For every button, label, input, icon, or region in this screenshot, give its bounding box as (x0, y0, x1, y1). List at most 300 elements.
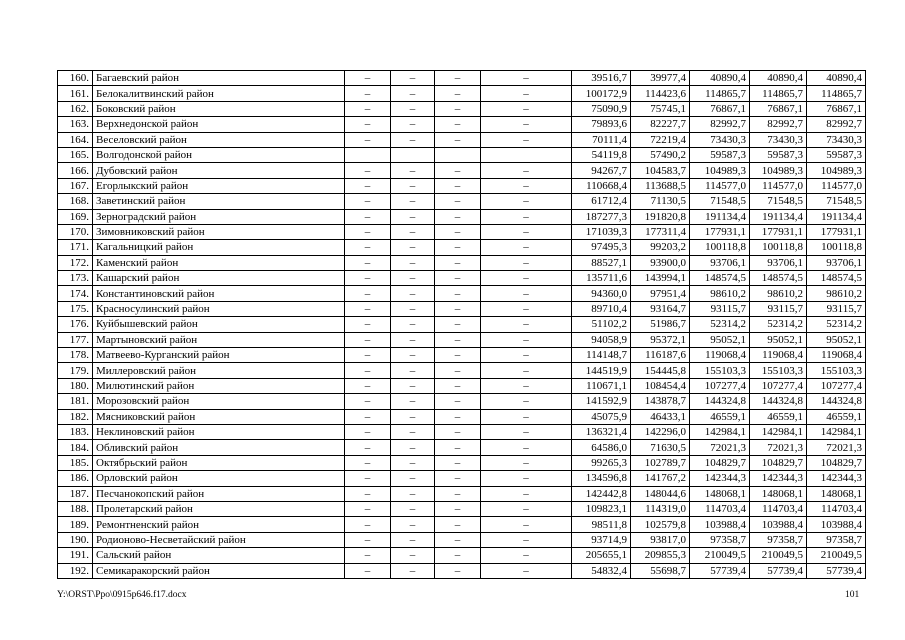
value-cell: 70111,4 (572, 132, 631, 147)
table-row (58, 440, 866, 455)
district-name: Сальский район (93, 548, 345, 563)
dash-cell: – (435, 532, 481, 547)
dash-cell: – (391, 378, 435, 393)
value-cell: 52314,2 (750, 317, 807, 332)
value-cell: 82992,7 (807, 117, 866, 132)
dash-cell: – (435, 424, 481, 439)
row-number: 163. (58, 117, 93, 132)
dash-cell: – (481, 486, 572, 501)
dash-cell: – (435, 240, 481, 255)
district-name: Ремонтненский район (93, 517, 345, 532)
dash-cell: – (345, 378, 391, 393)
row-number: 186. (58, 471, 93, 486)
value-cell: 75745,1 (631, 101, 690, 116)
value-cell: 119068,4 (807, 348, 866, 363)
value-cell: 108454,4 (631, 378, 690, 393)
dash-cell: – (391, 271, 435, 286)
dash-cell: – (391, 394, 435, 409)
value-cell: 79893,6 (572, 117, 631, 132)
dash-cell: – (391, 486, 435, 501)
data-table (57, 70, 866, 579)
dash-cell: – (481, 563, 572, 578)
dash-cell: – (345, 471, 391, 486)
dash-cell: – (345, 163, 391, 178)
dash-cell: – (391, 301, 435, 316)
district-name: Зимовниковский район (93, 224, 345, 239)
value-cell: 114577,0 (750, 178, 807, 193)
value-cell: 210049,5 (690, 548, 750, 563)
value-cell: 98610,2 (807, 286, 866, 301)
district-name: Родионово-Несветайский район (93, 532, 345, 547)
dash-cell: – (435, 378, 481, 393)
row-number: 176. (58, 317, 93, 332)
value-cell: 114865,7 (750, 86, 807, 101)
row-number: 178. (58, 348, 93, 363)
value-cell: 109823,1 (572, 501, 631, 516)
value-cell: 93115,7 (807, 301, 866, 316)
table-row (58, 424, 866, 439)
dash-cell: – (345, 332, 391, 347)
value-cell: 104989,3 (750, 163, 807, 178)
dash-cell: – (345, 132, 391, 147)
value-cell: 142296,0 (631, 424, 690, 439)
dash-cell: – (481, 117, 572, 132)
value-cell: 94360,0 (572, 286, 631, 301)
dash-cell: – (481, 501, 572, 516)
dash-cell: – (391, 117, 435, 132)
value-cell: 114703,4 (690, 501, 750, 516)
dash-cell: – (345, 301, 391, 316)
value-cell: 76867,1 (807, 101, 866, 116)
table-row (58, 471, 866, 486)
district-name: Кагальницкий район (93, 240, 345, 255)
value-cell: 148068,1 (690, 486, 750, 501)
value-cell: 64586,0 (572, 440, 631, 455)
value-cell: 72021,3 (690, 440, 750, 455)
dash-cell: – (345, 101, 391, 116)
row-number: 190. (58, 532, 93, 547)
value-cell: 59587,3 (807, 147, 866, 162)
value-cell: 148044,6 (631, 486, 690, 501)
value-cell: 135711,6 (572, 271, 631, 286)
dash-cell: – (481, 378, 572, 393)
value-cell: 103988,4 (750, 517, 807, 532)
value-cell: 72219,4 (631, 132, 690, 147)
dash-cell: – (435, 486, 481, 501)
table-row (58, 563, 866, 578)
dash-cell: – (345, 194, 391, 209)
value-cell: 93714,9 (572, 532, 631, 547)
value-cell: 210049,5 (750, 548, 807, 563)
value-cell: 103988,4 (690, 517, 750, 532)
table-row (58, 501, 866, 516)
dash-cell: – (435, 255, 481, 270)
row-number: 175. (58, 301, 93, 316)
dash-cell: – (345, 209, 391, 224)
dash-cell: – (345, 563, 391, 578)
dash-cell: – (481, 255, 572, 270)
dash-cell: – (435, 471, 481, 486)
value-cell: 155103,3 (750, 363, 807, 378)
value-cell: 155103,3 (807, 363, 866, 378)
value-cell: 57739,4 (750, 563, 807, 578)
value-cell: 155103,3 (690, 363, 750, 378)
dash-cell: – (345, 86, 391, 101)
value-cell: 45075,9 (572, 409, 631, 424)
table-row (58, 363, 866, 378)
row-number: 168. (58, 194, 93, 209)
value-cell: 171039,3 (572, 224, 631, 239)
value-cell: 100118,8 (750, 240, 807, 255)
value-cell: 40890,4 (807, 71, 866, 86)
dash-cell: – (435, 286, 481, 301)
dash-cell: – (435, 71, 481, 86)
dash-cell: – (481, 409, 572, 424)
dash-cell: – (481, 471, 572, 486)
value-cell: 107277,4 (750, 378, 807, 393)
district-name: Октябрьский район (93, 455, 345, 470)
table-row (58, 548, 866, 563)
value-cell: 191820,8 (631, 209, 690, 224)
table-row (58, 255, 866, 270)
table-row (58, 271, 866, 286)
dash-cell: – (435, 301, 481, 316)
value-cell: 114577,0 (690, 178, 750, 193)
district-name: Обливский район (93, 440, 345, 455)
value-cell: 76867,1 (750, 101, 807, 116)
dash-cell: – (481, 209, 572, 224)
dash-cell: – (435, 163, 481, 178)
table-row (58, 286, 866, 301)
dash-cell: – (481, 86, 572, 101)
value-cell: 51102,2 (572, 317, 631, 332)
value-cell: 144519,9 (572, 363, 631, 378)
value-cell: 104829,7 (807, 455, 866, 470)
value-cell: 142984,1 (807, 424, 866, 439)
value-cell: 94058,9 (572, 332, 631, 347)
table-row (58, 517, 866, 532)
value-cell: 144324,8 (807, 394, 866, 409)
value-cell: 93817,0 (631, 532, 690, 547)
district-name: Морозовский район (93, 394, 345, 409)
value-cell: 93706,1 (807, 255, 866, 270)
value-cell: 142984,1 (690, 424, 750, 439)
value-cell: 110671,1 (572, 378, 631, 393)
dash-cell: – (435, 194, 481, 209)
district-name: Заветинский район (93, 194, 345, 209)
value-cell: 143994,1 (631, 271, 690, 286)
value-cell: 102789,7 (631, 455, 690, 470)
row-number: 167. (58, 178, 93, 193)
district-name: Пролетарский район (93, 501, 345, 516)
value-cell: 73430,3 (807, 132, 866, 147)
dash-cell: – (435, 548, 481, 563)
value-cell: 142984,1 (750, 424, 807, 439)
value-cell: 177931,1 (750, 224, 807, 239)
district-name: Милютинский район (93, 378, 345, 393)
dash-cell: – (481, 548, 572, 563)
dash-cell: – (481, 163, 572, 178)
dash-cell: – (481, 71, 572, 86)
row-number: 184. (58, 440, 93, 455)
value-cell: 59587,3 (690, 147, 750, 162)
dash-cell: – (391, 332, 435, 347)
dash-cell: – (481, 348, 572, 363)
row-number: 174. (58, 286, 93, 301)
value-cell: 71548,5 (807, 194, 866, 209)
value-cell: 210049,5 (807, 548, 866, 563)
table-row (58, 224, 866, 239)
value-cell: 93900,0 (631, 255, 690, 270)
row-number: 173. (58, 271, 93, 286)
value-cell: 114319,0 (631, 501, 690, 516)
row-number: 166. (58, 163, 93, 178)
dash-cell: – (345, 501, 391, 516)
value-cell: 113688,5 (631, 178, 690, 193)
district-name: Песчанокопский район (93, 486, 345, 501)
value-cell: 59587,3 (750, 147, 807, 162)
district-name: Белокалитвинский район (93, 86, 345, 101)
table-row (58, 101, 866, 116)
dash-cell: – (481, 101, 572, 116)
dash-cell (345, 147, 391, 162)
value-cell: 107277,4 (690, 378, 750, 393)
value-cell: 144324,8 (750, 394, 807, 409)
value-cell: 52314,2 (690, 317, 750, 332)
dash-cell: – (391, 409, 435, 424)
dash-cell: – (435, 409, 481, 424)
dash-cell: – (435, 455, 481, 470)
dash-cell: – (345, 286, 391, 301)
table-row (58, 486, 866, 501)
dash-cell: – (435, 101, 481, 116)
value-cell: 148574,5 (690, 271, 750, 286)
table-row (58, 86, 866, 101)
dash-cell: – (481, 194, 572, 209)
value-cell: 40890,4 (690, 71, 750, 86)
value-cell: 114703,4 (807, 501, 866, 516)
row-number: 160. (58, 71, 93, 86)
district-name: Куйбышевский район (93, 317, 345, 332)
dash-cell: – (391, 209, 435, 224)
value-cell: 143878,7 (631, 394, 690, 409)
value-cell: 57490,2 (631, 147, 690, 162)
district-name: Верхнедонской район (93, 117, 345, 132)
dash-cell: – (435, 440, 481, 455)
value-cell: 93164,7 (631, 301, 690, 316)
value-cell: 93706,1 (750, 255, 807, 270)
value-cell: 104583,7 (631, 163, 690, 178)
dash-cell: – (481, 178, 572, 193)
dash-cell: – (435, 178, 481, 193)
value-cell: 55698,7 (631, 563, 690, 578)
dash-cell: – (435, 517, 481, 532)
value-cell: 97951,4 (631, 286, 690, 301)
value-cell: 209855,3 (631, 548, 690, 563)
value-cell: 54832,4 (572, 563, 631, 578)
dash-cell: – (391, 440, 435, 455)
row-number: 161. (58, 86, 93, 101)
value-cell: 114865,7 (690, 86, 750, 101)
value-cell: 94267,7 (572, 163, 631, 178)
value-cell: 98610,2 (690, 286, 750, 301)
value-cell: 72021,3 (807, 440, 866, 455)
value-cell: 97495,3 (572, 240, 631, 255)
dash-cell: – (391, 455, 435, 470)
value-cell: 191134,4 (807, 209, 866, 224)
dash-cell: – (391, 517, 435, 532)
value-cell: 71130,5 (631, 194, 690, 209)
dash-cell: – (391, 194, 435, 209)
dash-cell: – (345, 363, 391, 378)
district-name: Матвеево-Курганский район (93, 348, 345, 363)
dash-cell: – (391, 86, 435, 101)
table-row (58, 348, 866, 363)
row-number: 180. (58, 378, 93, 393)
dash-cell: – (481, 532, 572, 547)
dash-cell: – (391, 71, 435, 86)
value-cell: 39516,7 (572, 71, 631, 86)
row-number: 185. (58, 455, 93, 470)
dash-cell: – (345, 424, 391, 439)
value-cell: 71630,5 (631, 440, 690, 455)
dash-cell: – (391, 163, 435, 178)
table-body (58, 71, 866, 579)
dash-cell: – (391, 178, 435, 193)
district-name: Неклиновский район (93, 424, 345, 439)
dash-cell: – (345, 224, 391, 239)
value-cell: 93115,7 (750, 301, 807, 316)
dash-cell: – (481, 394, 572, 409)
table-row (58, 132, 866, 147)
row-number: 192. (58, 563, 93, 578)
dash-cell: – (345, 71, 391, 86)
dash-cell (435, 147, 481, 162)
dash-cell: – (391, 224, 435, 239)
district-name: Зерноградский район (93, 209, 345, 224)
dash-cell: – (435, 132, 481, 147)
dash-cell: – (391, 317, 435, 332)
value-cell: 57739,4 (807, 563, 866, 578)
district-name: Красносулинский район (93, 301, 345, 316)
value-cell: 119068,4 (690, 348, 750, 363)
row-number: 183. (58, 424, 93, 439)
row-number: 191. (58, 548, 93, 563)
dash-cell: – (345, 517, 391, 532)
dash-cell: – (435, 394, 481, 409)
row-number: 172. (58, 255, 93, 270)
value-cell: 88527,1 (572, 255, 631, 270)
dash-cell: – (481, 332, 572, 347)
value-cell: 93115,7 (690, 301, 750, 316)
value-cell: 136321,4 (572, 424, 631, 439)
value-cell: 39977,4 (631, 71, 690, 86)
district-name: Волгодонской район (93, 147, 345, 162)
dash-cell: – (435, 348, 481, 363)
value-cell: 40890,4 (750, 71, 807, 86)
table-row (58, 409, 866, 424)
row-number: 187. (58, 486, 93, 501)
dash-cell: – (345, 178, 391, 193)
row-number: 164. (58, 132, 93, 147)
value-cell: 205655,1 (572, 548, 631, 563)
table-row (58, 163, 866, 178)
value-cell: 82992,7 (750, 117, 807, 132)
value-cell: 57739,4 (690, 563, 750, 578)
value-cell: 46433,1 (631, 409, 690, 424)
dash-cell: – (435, 271, 481, 286)
value-cell: 97358,7 (750, 532, 807, 547)
value-cell: 177311,4 (631, 224, 690, 239)
value-cell: 99265,3 (572, 455, 631, 470)
value-cell: 46559,1 (690, 409, 750, 424)
dash-cell: – (435, 117, 481, 132)
value-cell: 191134,4 (750, 209, 807, 224)
value-cell: 119068,4 (750, 348, 807, 363)
value-cell: 177931,1 (690, 224, 750, 239)
value-cell: 148068,1 (750, 486, 807, 501)
dash-cell: – (391, 240, 435, 255)
dash-cell: – (435, 209, 481, 224)
value-cell: 110668,4 (572, 178, 631, 193)
district-name: Константиновский район (93, 286, 345, 301)
value-cell: 76867,1 (690, 101, 750, 116)
dash-cell: – (345, 117, 391, 132)
value-cell: 51986,7 (631, 317, 690, 332)
value-cell: 141767,2 (631, 471, 690, 486)
dash-cell: – (435, 224, 481, 239)
value-cell: 95052,1 (807, 332, 866, 347)
dash-cell: – (391, 363, 435, 378)
value-cell: 89710,4 (572, 301, 631, 316)
value-cell: 71548,5 (690, 194, 750, 209)
dash-cell: – (481, 224, 572, 239)
dash-cell: – (345, 255, 391, 270)
dash-cell: – (435, 332, 481, 347)
value-cell: 104829,7 (690, 455, 750, 470)
value-cell: 114703,4 (750, 501, 807, 516)
table-row (58, 178, 866, 193)
value-cell: 148068,1 (807, 486, 866, 501)
dash-cell: – (435, 563, 481, 578)
value-cell: 73430,3 (750, 132, 807, 147)
row-number: 169. (58, 209, 93, 224)
value-cell: 191134,4 (690, 209, 750, 224)
dash-cell: – (481, 301, 572, 316)
table-row (58, 378, 866, 393)
value-cell: 46559,1 (750, 409, 807, 424)
dash-cell: – (481, 132, 572, 147)
value-cell: 102579,8 (631, 517, 690, 532)
row-number: 189. (58, 517, 93, 532)
dash-cell: – (345, 348, 391, 363)
row-number: 181. (58, 394, 93, 409)
dash-cell: – (391, 348, 435, 363)
table-row (58, 394, 866, 409)
value-cell: 148574,5 (807, 271, 866, 286)
value-cell: 100118,8 (807, 240, 866, 255)
value-cell: 71548,5 (750, 194, 807, 209)
value-cell: 177931,1 (807, 224, 866, 239)
dash-cell: – (391, 563, 435, 578)
table-row (58, 332, 866, 347)
value-cell: 82992,7 (690, 117, 750, 132)
row-number: 170. (58, 224, 93, 239)
table-row (58, 209, 866, 224)
dash-cell: – (481, 271, 572, 286)
district-name: Багаевский район (93, 71, 345, 86)
value-cell: 114148,7 (572, 348, 631, 363)
